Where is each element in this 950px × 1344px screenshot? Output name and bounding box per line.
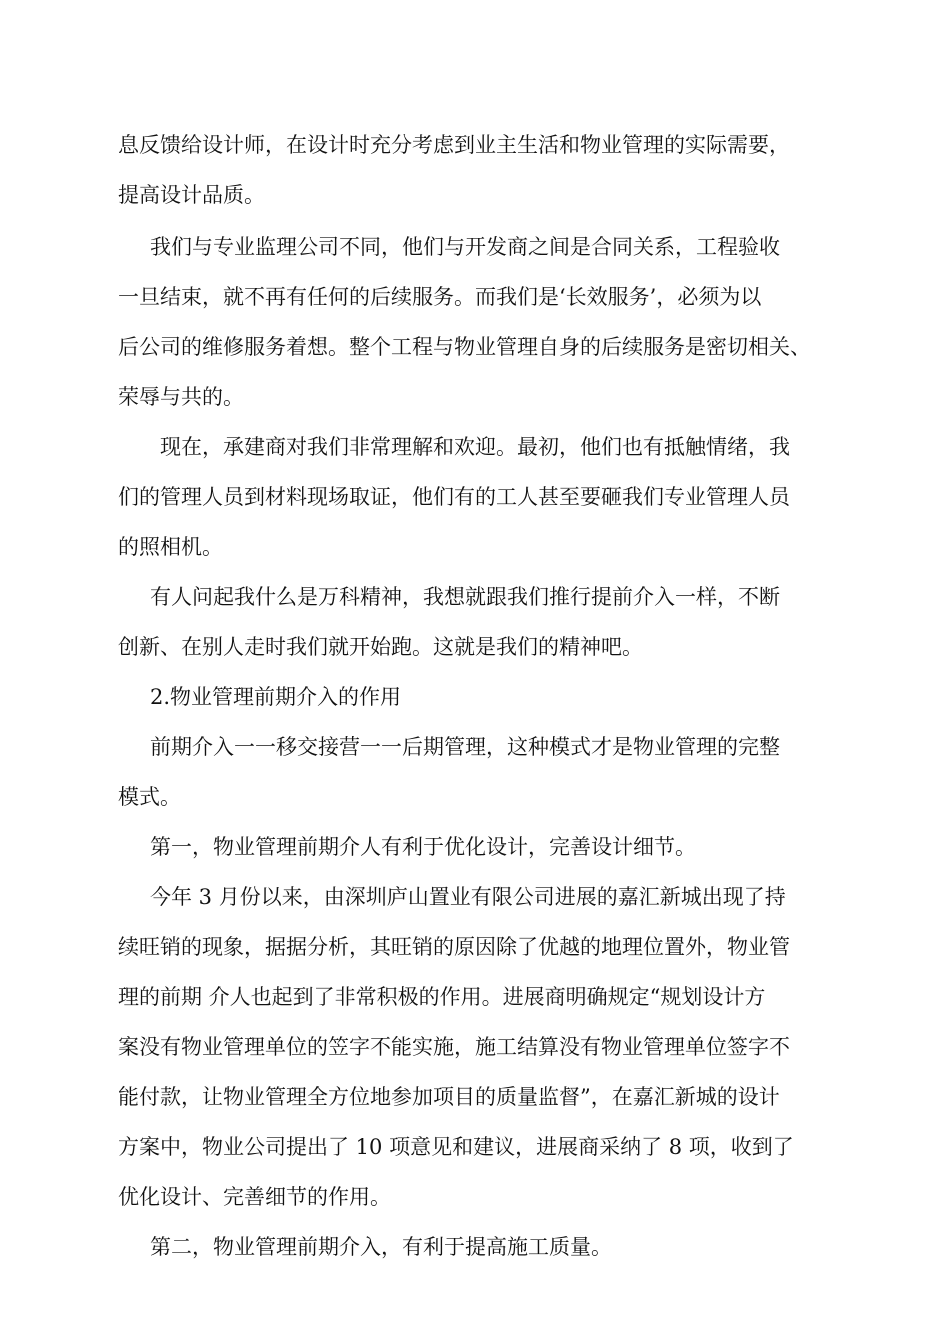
text-line: 息反馈给设计师，在设计时充分考虑到业主生活和物业管理的实际需要， <box>118 133 790 157</box>
text-line: 一旦结束，就不再有任何的后续服务。而我们是‘长效服务’，必须为以 <box>118 285 762 309</box>
text-line: 优化设计、完善细节的作用。 <box>118 1185 391 1209</box>
text-line: 的照相机。 <box>118 535 223 559</box>
text-line: 方案中，物业公司提出了 10 项意见和建议，进展商采纳了 8 项，收到了 <box>118 1135 794 1159</box>
text-line: 我们与专业监理公司不同，他们与开发商之间是合同关系，工程验收 <box>150 235 780 259</box>
text-line: 后公司的维修服务着想。整个工程与物业管理自身的后续服务是密切相关、 <box>118 335 811 359</box>
text-line: 第二，物业管理前期介入，有利于提高施工质量。 <box>150 1235 612 1259</box>
text-line: 今年 3 月份以来，由深圳庐山置业有限公司进展的嘉汇新城出现了持 <box>150 885 786 909</box>
text-line: 案没有物业管理单位的笠字不能实施，施工结算没有物业管理单位签字不 <box>118 1035 790 1059</box>
text-line: 提高设计品质。 <box>118 183 265 207</box>
text-line: 第一，物业管理前期介人有利于优化设计，完善设计细节。 <box>150 835 696 859</box>
text-line: 模式。 <box>118 785 181 809</box>
section-heading: 2.物业管理前期介入的作用 <box>150 685 402 709</box>
text-line: 续旺销的现象，据据分析，其旺销的原因除了优越的地理位置外，物业管 <box>118 935 790 959</box>
text-line: 荣辱与共的。 <box>118 385 244 409</box>
text-line: 能付款，让物业管理全方位地参加项目的质量监督”，在嘉汇新城的设计 <box>118 1085 780 1109</box>
text-line: 们的管理人员到材料现场取证，他们有的工人甚至要砸我们专业管理人员 <box>118 485 790 509</box>
text-line: 前期介入一一移交接营一一后期管理，这种模式才是物业管理的完整 <box>150 735 780 759</box>
text-line: 创新、在别人走时我们就开始跑。这就是我们的精神吧。 <box>118 635 643 659</box>
text-line: 现在，承建商对我们非常理解和欢迎。最初，他们也有抵触情绪，我 <box>160 435 790 459</box>
text-line: 有人问起我什么是万科精神，我想就跟我们推行提前介入一样，不断 <box>150 585 780 609</box>
text-line: 理的前期 介人也起到了非常积极的作用。进展商明确规定“规划设计方 <box>118 985 766 1009</box>
